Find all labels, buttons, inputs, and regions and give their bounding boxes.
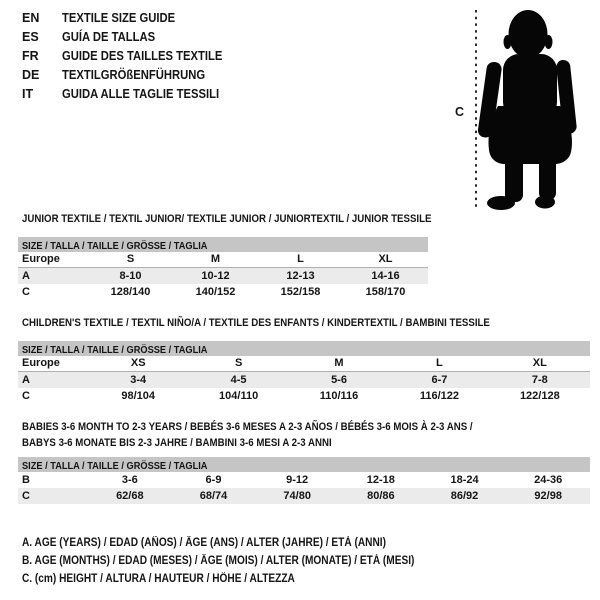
language-row: [22, 66, 241, 85]
section-title: [22, 419, 534, 451]
table-cell: 122/128: [519, 390, 560, 402]
table-cell: M: [334, 357, 344, 369]
footnote-list: [22, 534, 468, 588]
table-cell: 14-16: [371, 270, 400, 282]
section-title-line: JUNIOR TEXTILE / TEXTIL JUNIOR/ TEXTILE JUNIOR / JUNIORTEXTIL / JUNIOR TESSILE: [22, 213, 432, 225]
table-cell: L: [297, 253, 304, 265]
language-list: [22, 9, 241, 104]
baby-leg-right: [539, 150, 556, 200]
table-cell: 5-6: [331, 374, 347, 386]
footnote-line: C. (cm) HEIGHT / ALTURA / HAUTEUR / HÖHE / ALTEZZA: [22, 573, 295, 585]
table-row: [18, 284, 428, 300]
height-marker-label: C: [455, 105, 465, 119]
table-row: [18, 372, 590, 388]
size-table-babies: [18, 457, 590, 504]
table-cell: 7-8: [531, 374, 548, 386]
table-cell: 62/68: [116, 490, 144, 502]
table-row: [18, 356, 590, 372]
table-size-header-label: SIZE / TALLA / TAILLE / GRÖSSE / TAGLIA: [22, 240, 208, 252]
row-label: C: [22, 390, 30, 402]
language-row: [22, 47, 241, 66]
section-title: [22, 315, 554, 331]
section-title-line: CHILDREN'S TEXTILE / TEXTIL NIÑO/A / TEXTILE DES ENFANTS / KINDERTEXTIL / BAMBINI TESSILE: [22, 317, 490, 329]
table-cell: XL: [378, 253, 393, 265]
table-cell: 158/170: [365, 286, 406, 298]
table-row: [18, 388, 590, 404]
row-label: A: [22, 270, 30, 282]
baby-ear-left-icon: [504, 35, 512, 49]
table-cell: 6-7: [431, 374, 448, 386]
table-cell: 86/92: [450, 490, 479, 502]
language-label: GUIDE DES TAILLES TEXTILE: [62, 49, 223, 63]
table-size-header-label: SIZE / TALLA / TAILLE / GRÖSSE / TAGLIA: [22, 344, 208, 356]
language-label: GUÍA DE TALLAS: [62, 30, 156, 44]
baby-silhouette: [477, 10, 577, 210]
baby-foot-right: [535, 196, 555, 209]
baby-leg-left: [505, 150, 523, 202]
row-label: A: [22, 374, 30, 386]
table-size-header-label: SIZE / TALLA / TAILLE / GRÖSSE / TAGLIA: [22, 460, 208, 472]
language-code: DE: [22, 68, 40, 82]
row-label: C: [22, 286, 30, 298]
table-cell: 9-12: [286, 474, 309, 486]
row-label: Europe: [22, 253, 60, 265]
section-title: [22, 211, 487, 227]
table-row: [18, 268, 428, 284]
table-cell: XL: [532, 357, 547, 369]
table-cell: 104/110: [219, 390, 259, 402]
table-cell: 80/86: [367, 490, 395, 502]
table-row: [18, 488, 590, 504]
table-cell: M: [210, 253, 221, 265]
language-label: TEXTILE SIZE GUIDE: [62, 11, 176, 25]
language-label: TEXTILGRÖßENFÜHRUNG: [62, 68, 206, 82]
size-table-children: [18, 341, 590, 404]
baby-foot-left: [487, 196, 515, 210]
table-cell: 116/122: [419, 390, 459, 402]
table-cell: 152/158: [280, 286, 321, 298]
table-cell: S: [126, 253, 135, 265]
language-row: [22, 28, 241, 47]
table-size-header: [18, 341, 590, 356]
language-row: [22, 85, 241, 104]
table-cell: 140/152: [195, 286, 236, 298]
baby-ear-right-icon: [545, 35, 553, 49]
table-cell: L: [436, 357, 443, 369]
language-code: ES: [22, 30, 39, 44]
table-cell: 3-4: [130, 374, 147, 386]
baby-head: [509, 10, 548, 58]
section-title-line: BABYS 3-6 MONATE BIS 2-3 JAHRE / BAMBINI 3-6 MESI A 2-3 ANNI: [22, 437, 332, 449]
language-row: [22, 9, 241, 28]
table-cell: 128/140: [110, 286, 151, 298]
table-cell: 3-6: [121, 474, 138, 486]
table-cell: S: [234, 357, 243, 369]
table-cell: 8-10: [119, 270, 142, 282]
table-cell: 12-18: [366, 474, 395, 486]
section-title-line: BABIES 3-6 MONTH TO 2-3 YEARS / BEBÉS 3-6 MESES A 2-3 AÑOS / BÉBÉS 3-6 MOIS À 2-3 ANS /: [22, 421, 473, 433]
table-cell: 18-24: [450, 474, 479, 486]
table-cell: XS: [130, 357, 146, 369]
table-size-header: [18, 237, 428, 252]
table-cell: 12-13: [286, 270, 315, 282]
table-cell: 10-12: [201, 270, 230, 282]
row-label: B: [22, 474, 30, 486]
table-size-header: [18, 457, 590, 472]
language-code: IT: [22, 87, 34, 101]
table-cell: 4-5: [230, 374, 247, 386]
table-cell: 6-9: [205, 474, 222, 486]
baby-shorts: [488, 106, 571, 164]
language-code: FR: [22, 49, 39, 63]
table-row: [18, 472, 590, 488]
table-cell: 74/80: [283, 490, 311, 502]
footnote-line: B. AGE (MONTHS) / EDAD (MESES) / ÂGE (MOIS) / ALTER (MONATE) / ETÀ (MESI): [22, 555, 415, 567]
size-table-junior: [18, 237, 428, 300]
table-cell: 68/74: [199, 490, 228, 502]
language-label: GUIDA ALLE TAGLIE TESSILI: [62, 87, 220, 101]
footnote-line: A. AGE (YEARS) / EDAD (AÑOS) / ÂGE (ANS) / ALTER (JAHRE) / ETÀ (ANNI): [22, 537, 386, 549]
table-cell: 24-36: [534, 474, 563, 486]
table-row: [18, 252, 428, 268]
table-cell: 98/104: [121, 390, 156, 402]
table-cell: 110/116: [319, 390, 359, 402]
table-cell: 92/98: [534, 490, 562, 502]
row-label: C: [22, 490, 30, 502]
row-label: Europe: [22, 357, 60, 369]
language-code: EN: [22, 11, 40, 25]
